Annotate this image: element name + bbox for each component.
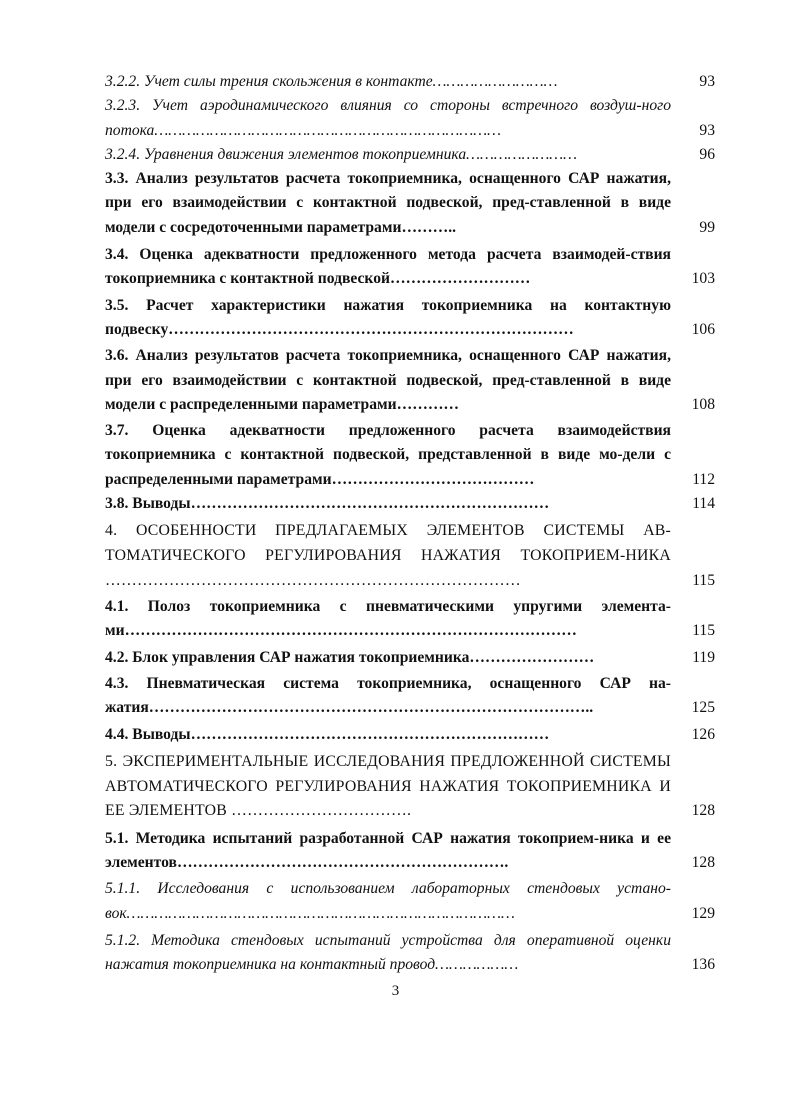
toc-entry	[105, 519, 715, 593]
toc-entry-title: 4.2. Блок управления САР нажатия токоприемника……………………	[105, 648, 595, 666]
toc-entry	[105, 94, 715, 143]
toc-entry-title: 3.2.4. Уравнения движения элементов токоприемника……………………	[105, 145, 578, 163]
toc-entry-title: 3.2.2. Учет силы трения скольжения в контакте………………………	[105, 73, 558, 90]
toc-entry-title: 4.4. Выводы……………………………………………………………	[105, 725, 550, 743]
toc-entry	[105, 243, 715, 292]
toc-entry-page: 125	[691, 699, 715, 717]
toc-entry	[105, 492, 715, 516]
toc-entry	[105, 344, 715, 417]
toc-entry-title: 4. ОСОБЕННОСТИ ПРЕДЛАГАЕМЫХ ЭЛЕМЕНТОВ СИСТЕМЫ АВ-ТОМАТИЧЕСКОГО РЕГУЛИРОВАНИЯ НАЖАТИЯ ТОКОПРИЕМ-НИКА ……………………………………………………………………	[105, 522, 671, 589]
toc-entry-page: 115	[692, 571, 715, 589]
toc-entry	[105, 294, 715, 343]
toc-entry-title: 3.7. Оценка адекватности предложенного расчета взаимодействия токоприемника с контактной подвеской, представленной в виде мо-дели с распределенными параметрами…………………………………	[105, 422, 671, 488]
toc-entry	[105, 723, 715, 747]
toc-entry	[105, 143, 715, 167]
toc-entry-page: 108	[691, 395, 715, 413]
toc-entry	[105, 750, 715, 824]
toc-entry-page: 129	[691, 904, 715, 922]
toc-entry-title: 5.1.1. Исследования с использованием лабораторных стендовых устано-вок…………………………………………………………………………	[105, 880, 671, 922]
toc-entry-page: 136	[691, 956, 715, 974]
toc-entry	[105, 672, 715, 721]
toc-entry-page: 114	[692, 495, 715, 513]
toc-entry-title: 4.1. Полоз токоприемника с пневматическими упругими элемента-ми……………………………………………………………………………	[105, 598, 671, 640]
toc-entry-page: 93	[699, 73, 715, 90]
toc-entry-page: 99	[699, 218, 715, 236]
toc-entry-page: 93	[699, 121, 715, 139]
toc-entry-title: 5. ЭКСПЕРИМЕНТАЛЬНЫЕ ИССЛЕДОВАНИЯ ПРЕДЛОЖЕННОЙ СИСТЕМЫ АВТОМАТИЧЕСКОГО РЕГУЛИРОВАНИЯ НАЖАТИЯ ТОКОПРИЕМНИКА И ЕЕ ЭЛЕМЕНТОВ …………………………….	[105, 752, 671, 820]
toc-entry	[105, 70, 715, 94]
toc-entry-page: 128	[691, 802, 715, 820]
toc-entry-title: 5.1.2. Методика стендовых испытаний устройства для оперативной оценки нажатия токоприемника на контактный провод………………	[105, 931, 671, 974]
toc-entry	[105, 877, 715, 926]
toc-entry-title: 3.8. Выводы……………………………………………………………	[105, 495, 550, 513]
toc-entry-title: 4.3. Пневматическая система токоприемника, оснащенного САР на-жатия…………………………………………………………………………..	[105, 675, 671, 717]
toc-entry-title: 3.6. Анализ результатов расчета токоприемника, оснащенного САР нажатия, при его взаимодействии с контактной подвеской, пред-ставленной в виде модели с распределенными параметрами…………	[105, 347, 671, 413]
toc-entry-page: 128	[691, 853, 715, 871]
toc-entry	[105, 419, 715, 492]
toc-entry-title: 3.2.3. Учет аэродинамического влияния со стороны встречного воздуш-ного потока…………………………………………………………………	[105, 97, 671, 139]
toc-entry	[105, 646, 715, 670]
toc-entry	[105, 595, 715, 644]
toc-entry-page: 103	[691, 270, 715, 288]
table-of-contents	[105, 70, 715, 977]
toc-entry-page: 106	[691, 320, 715, 338]
toc-entry-page: 112	[692, 470, 715, 488]
toc-entry-page: 126	[691, 725, 715, 743]
toc-entry-title: 5.1. Методика испытаний разработанной САР нажатия токоприем-ника и ее элементов……………………………………………………….	[105, 829, 671, 871]
toc-entry-page: 96	[699, 145, 715, 163]
toc-entry	[105, 827, 715, 876]
page-number: 3	[391, 983, 400, 999]
toc-entry-page: 119	[692, 648, 715, 666]
toc-entry-title: 3.4. Оценка адекватности предложенного метода расчета взаимодей-ствия токоприемника с контактной подвеской………………………	[105, 246, 671, 288]
toc-entry	[105, 929, 715, 978]
toc-entry-page: 115	[692, 622, 715, 640]
toc-entry-title: 3.5. Расчет характеристики нажатия токоприемника на контактную подвеску……………………………………………………………………	[105, 296, 671, 338]
toc-entry	[105, 167, 715, 240]
toc-entry-title: 3.3. Анализ результатов расчета токоприемника, оснащенного САР нажатия, при его взаимодействии с контактной подвеской, пред-ставленной в виде модели с сосредоточенными параметрами………..	[105, 170, 671, 236]
